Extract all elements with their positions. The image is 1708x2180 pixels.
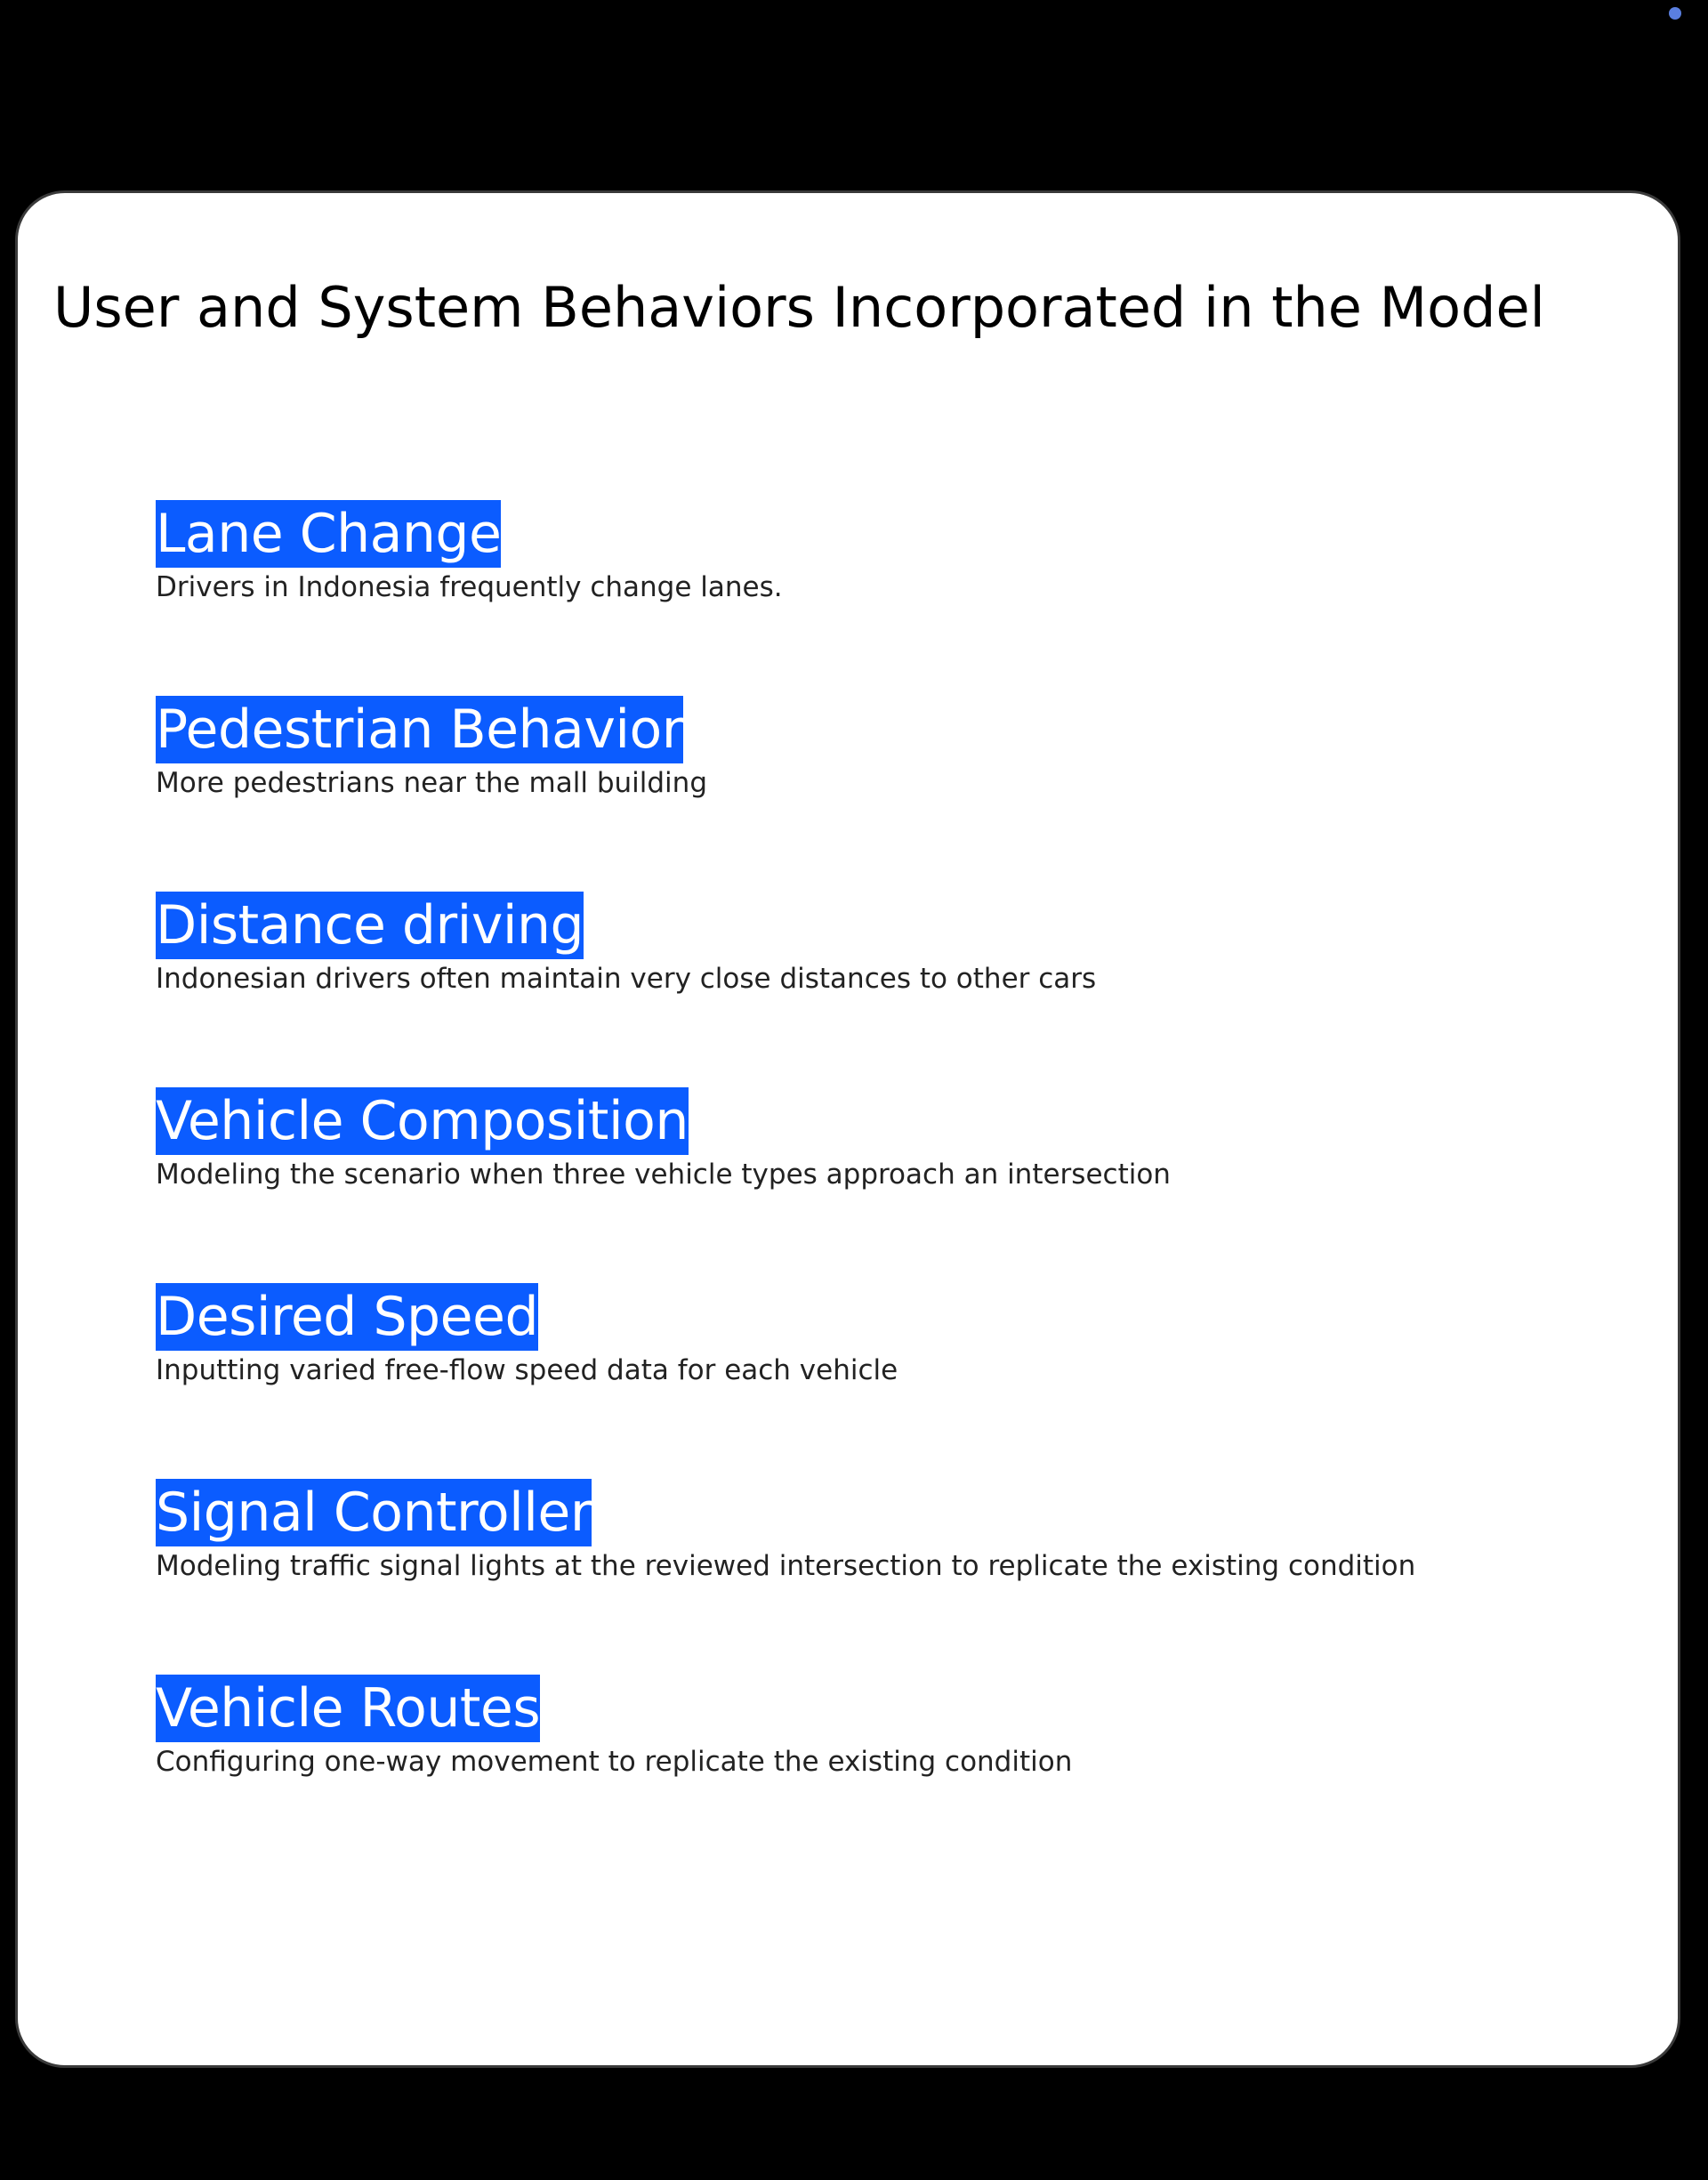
slide-card — [15, 190, 1680, 2068]
behavior-description: Configuring one-way movement to replicate the existing condition — [156, 1746, 1073, 1778]
behavior-description: More pedestrians near the mall building — [156, 767, 707, 799]
behavior-heading: Pedestrian Behavior — [156, 696, 683, 763]
behavior-heading: Vehicle Composition — [156, 1087, 689, 1155]
behavior-description: Inputting varied free-flow speed data for each vehicle — [156, 1354, 898, 1386]
status-dot — [1669, 7, 1681, 20]
behavior-heading: Desired Speed — [156, 1283, 538, 1351]
behavior-item-lane-change — [156, 500, 1623, 696]
slide-title: User and System Behaviors Incorporated in the Model — [53, 275, 1545, 340]
behavior-description: Indonesian drivers often maintain very close distances to other cars — [156, 963, 1097, 995]
behavior-list — [156, 500, 1623, 1870]
behavior-description: Modeling the scenario when three vehicle types approach an intersection — [156, 1159, 1171, 1191]
behavior-item-vehicle-routes — [156, 1675, 1623, 1870]
behavior-heading: Signal Controller — [156, 1479, 592, 1546]
behavior-item-vehicle-composition — [156, 1087, 1623, 1283]
behavior-item-distance-driving — [156, 892, 1623, 1087]
behavior-description: Modeling traffic signal lights at the reviewed intersection to replicate the existing condition — [156, 1550, 1416, 1582]
behavior-item-desired-speed — [156, 1283, 1623, 1479]
behavior-heading: Lane Change — [156, 500, 501, 568]
behavior-item-pedestrian-behavior — [156, 696, 1623, 892]
behavior-description: Drivers in Indonesia frequently change lanes. — [156, 571, 783, 603]
behavior-heading: Vehicle Routes — [156, 1675, 540, 1742]
behavior-item-signal-controller — [156, 1479, 1623, 1675]
behavior-heading: Distance driving — [156, 892, 584, 959]
